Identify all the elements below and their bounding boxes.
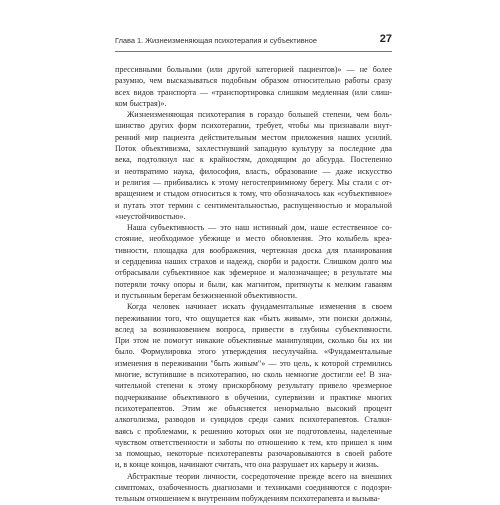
paragraph — [115, 222, 392, 301]
text-line: Жизнеизменяющая психотерапия в гораздо большей степени, чем боль- — [127, 110, 392, 120]
text-line: за помощью, некоторые психотерапевты разочаровываются в своей работе — [115, 449, 392, 459]
text-line: ваясь с проблемами, к решению которых они не подготовлены, наделенные — [115, 426, 392, 436]
text-line: века, подтолкнул нас к крайностям, доходящим до абсурда. Постепенно — [115, 155, 392, 165]
text-line: алкоголизма, разводов и суицидов среди самих психотерапевтов. Сталки- — [115, 415, 392, 425]
text-line: Наша субъективность — это наш истинный дом, наше естественное со- — [127, 223, 392, 233]
text-line: вслед за возникновением вопроса, привести в глубины субъективности. — [115, 324, 392, 334]
text-line: и, в конце концов, начинают считать, что она разрушает их карьеру и жизнь. — [115, 460, 379, 470]
paragraph — [115, 109, 392, 222]
text-line: ренний мир пациента действительным местом приложения наших усилий. — [115, 132, 392, 142]
text-line: ком быстрая)». — [115, 98, 167, 108]
chapter-title: Глава 1. Жизнеизменяющая психотерапия и субъективное — [115, 36, 317, 45]
text-line: Когда человек начинает искать фундаментальные изменения в своем — [127, 302, 392, 312]
text-line: При этом не помогут никакие объективные манипуляции, сколько бы их ни — [115, 336, 392, 346]
text-line: Поток объективизма, захлестнувший западную культуру за последние два — [115, 144, 392, 154]
text-line: и путать этот термин с сентиментальностью, распущенностью и моральной — [115, 200, 392, 210]
text-line: симптомах, озабоченность диагнозами и техниками соединяются с подозри- — [115, 482, 392, 492]
running-header — [115, 34, 392, 50]
text-line: и пустынным берегам безжизненной объективности. — [115, 290, 298, 300]
text-line: отбрасывали субъективное как эфемерное и малозначащее; в результате мы — [115, 268, 392, 278]
text-line: разумно, чем высказываться подобным образом относительно работы сразу — [115, 76, 392, 86]
text-line: переживании того, что ощущается как «быть живым», эти поиски должны, — [115, 313, 392, 323]
text-line: шинство других форм психотерапии, требует, чтобы мы признавали внут- — [115, 121, 392, 131]
text-line: многие, вступившие в психотерапию, но сколь немногие достигли ее! В зна- — [115, 370, 392, 380]
text-line: тельным отношением к внутренним побуждениям психотерапевта и вызыва- — [115, 494, 381, 504]
text-line: тивности, площадка для воображения, чертежная доска для планирования — [115, 245, 392, 255]
paragraph — [115, 301, 392, 470]
text-line: вращением и стыдом относиться к тому, что обозначалось как «субъективное» — [115, 189, 392, 199]
page-number: 27 — [379, 33, 392, 45]
text-line: Абстрактные теории личности, сосредоточение прежде всего на внешних — [127, 471, 392, 481]
paragraph — [115, 64, 392, 109]
text-line: и религия — прибивались к этому негостеприимному берегу. Мы стали с от- — [115, 177, 392, 187]
text-line: чувством ответственности и заботы по отношению к тем, кто пришел к ним — [115, 437, 392, 447]
text-line: чительной степени к этому прискорбному результату привело чрезмерное — [115, 381, 392, 391]
text-line: всех видов транспорта — «транспортировка слишком медленная (или слиш- — [115, 87, 392, 97]
text-line: потеряли точку опоры и были, как магнитом, притянуты к мелким гаваням — [115, 279, 392, 289]
text-line: изменения в переживании "быть живым"» — это цель, к которой стремились — [115, 358, 392, 368]
header-divider — [115, 51, 392, 52]
paragraph — [115, 471, 392, 505]
text-line: было. Формулировка этого утверждения несулучайна. «Фундаментальные — [115, 347, 392, 357]
text-line: стояние, необходимое убежище и место обновления. Это колыбель креа- — [115, 234, 392, 244]
text-line: и неотвратимо наука, философия, власть, образование — даже искусство — [115, 166, 392, 176]
text-line: подчеркивание объективного в обучении, супервизии и практике многих — [115, 392, 392, 402]
text-line: «неустойчивостью». — [115, 211, 186, 221]
body-text — [115, 64, 392, 505]
text-line: и сердцевина наших страхов и надежд, скорби и радости. Слишком долго мы — [115, 257, 392, 267]
text-line: психотерапевтов. Этим же объясняется ненормально высокий процент — [115, 403, 392, 413]
text-line: прессивными больными (или другой категорией пациентов)» — не более — [115, 65, 392, 74]
